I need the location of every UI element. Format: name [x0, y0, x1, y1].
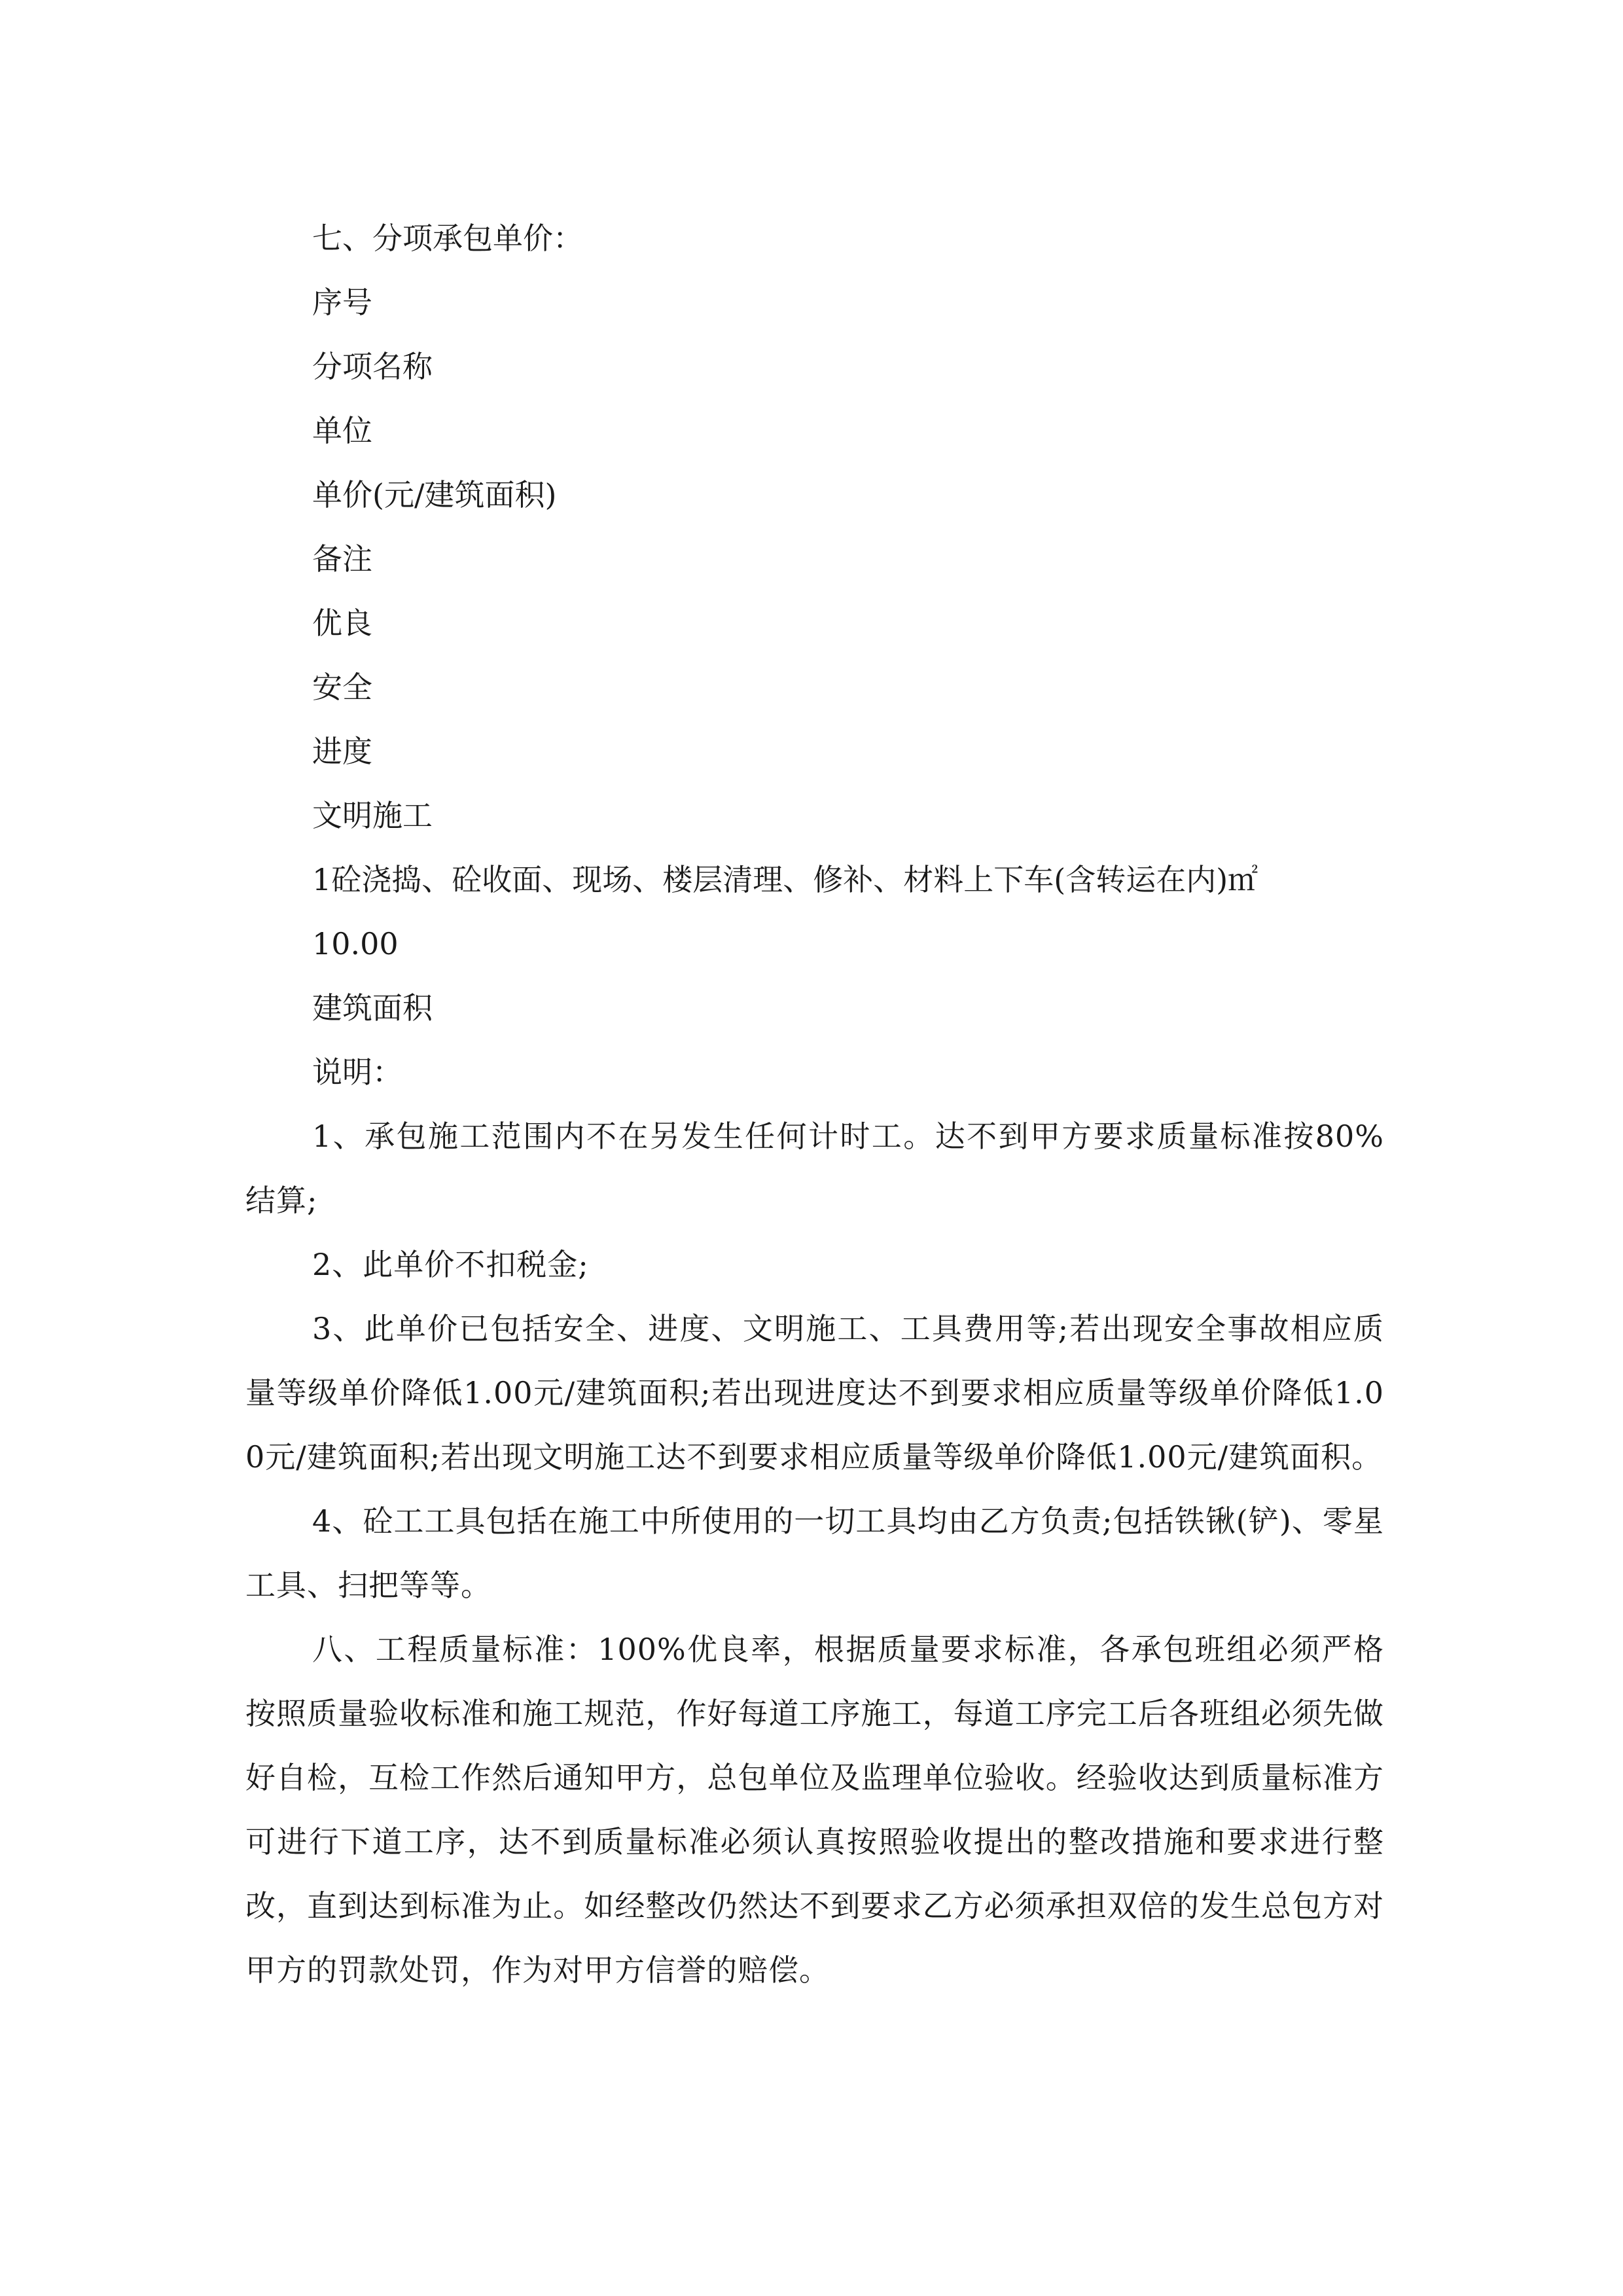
- row-1-description: 1砼浇捣、砼收面、现场、楼层清理、修补、材料上下车(含转运在内)㎡: [312, 862, 1258, 897]
- table-header-safety: 安全: [312, 670, 372, 705]
- table-header-unit-price: 单价(元/建筑面积): [312, 477, 557, 512]
- table-header-index: 序号: [312, 285, 372, 320]
- note-3: 3、此单价已包括安全、进度、文明施工、工具费用等;若出现安全事故相应质量等级单价降低1.00元/建筑面积;若出现进度达不到要求相应质量等级单价降低1.00元/建筑面积;若出现文明施工达不到要求相应质量等级单价降低1.00元/建筑面积。: [245, 1311, 1384, 1475]
- note-1: 1、承包施工范围内不在另发生任何计时工。达不到甲方要求质量标准按80%结算;: [245, 1119, 1384, 1218]
- table-header-progress: 进度: [312, 734, 372, 769]
- row-1-price: 10.00: [312, 926, 399, 961]
- section-8-quality-standard: 八、工程质量标准：100%优良率，根据质量要求标准，各承包班组必须严格按照质量验收标准和施工规范，作好每道工序施工，每道工序完工后各班组必须先做好自检，互检工作然后通知甲方，总包单位及监理单位验收。经验收达到质量标准方可进行下道工序，达不到质量标准必须认真按照验收提出的整改措施和要求进行整改，直到达到标准为止。如经整改仍然达不到要求乙方必须承担双倍的发生总包方对甲方的罚款处罚，作为对甲方信誉的赔偿。: [245, 1632, 1384, 1988]
- table-header-remarks: 备注: [312, 541, 372, 577]
- section-7-heading: 七、分项承包单价：: [312, 221, 583, 256]
- note-4: 4、砼工工具包括在施工中所使用的一切工具均由乙方负责;包括铁锹(铲)、零星工具、扫把等等。: [245, 1503, 1384, 1603]
- note-2: 2、此单价不扣税金;: [312, 1247, 589, 1282]
- table-header-unit: 单位: [312, 413, 372, 448]
- table-header-item-name: 分项名称: [312, 349, 433, 384]
- row-1-unit-note: 建筑面积: [312, 990, 433, 1026]
- document-body: [245, 206, 1384, 2002]
- table-header-excellent: 优良: [312, 605, 372, 641]
- table-header-civilized-construction: 文明施工: [312, 798, 433, 833]
- notes-heading: 说明：: [312, 1054, 402, 1090]
